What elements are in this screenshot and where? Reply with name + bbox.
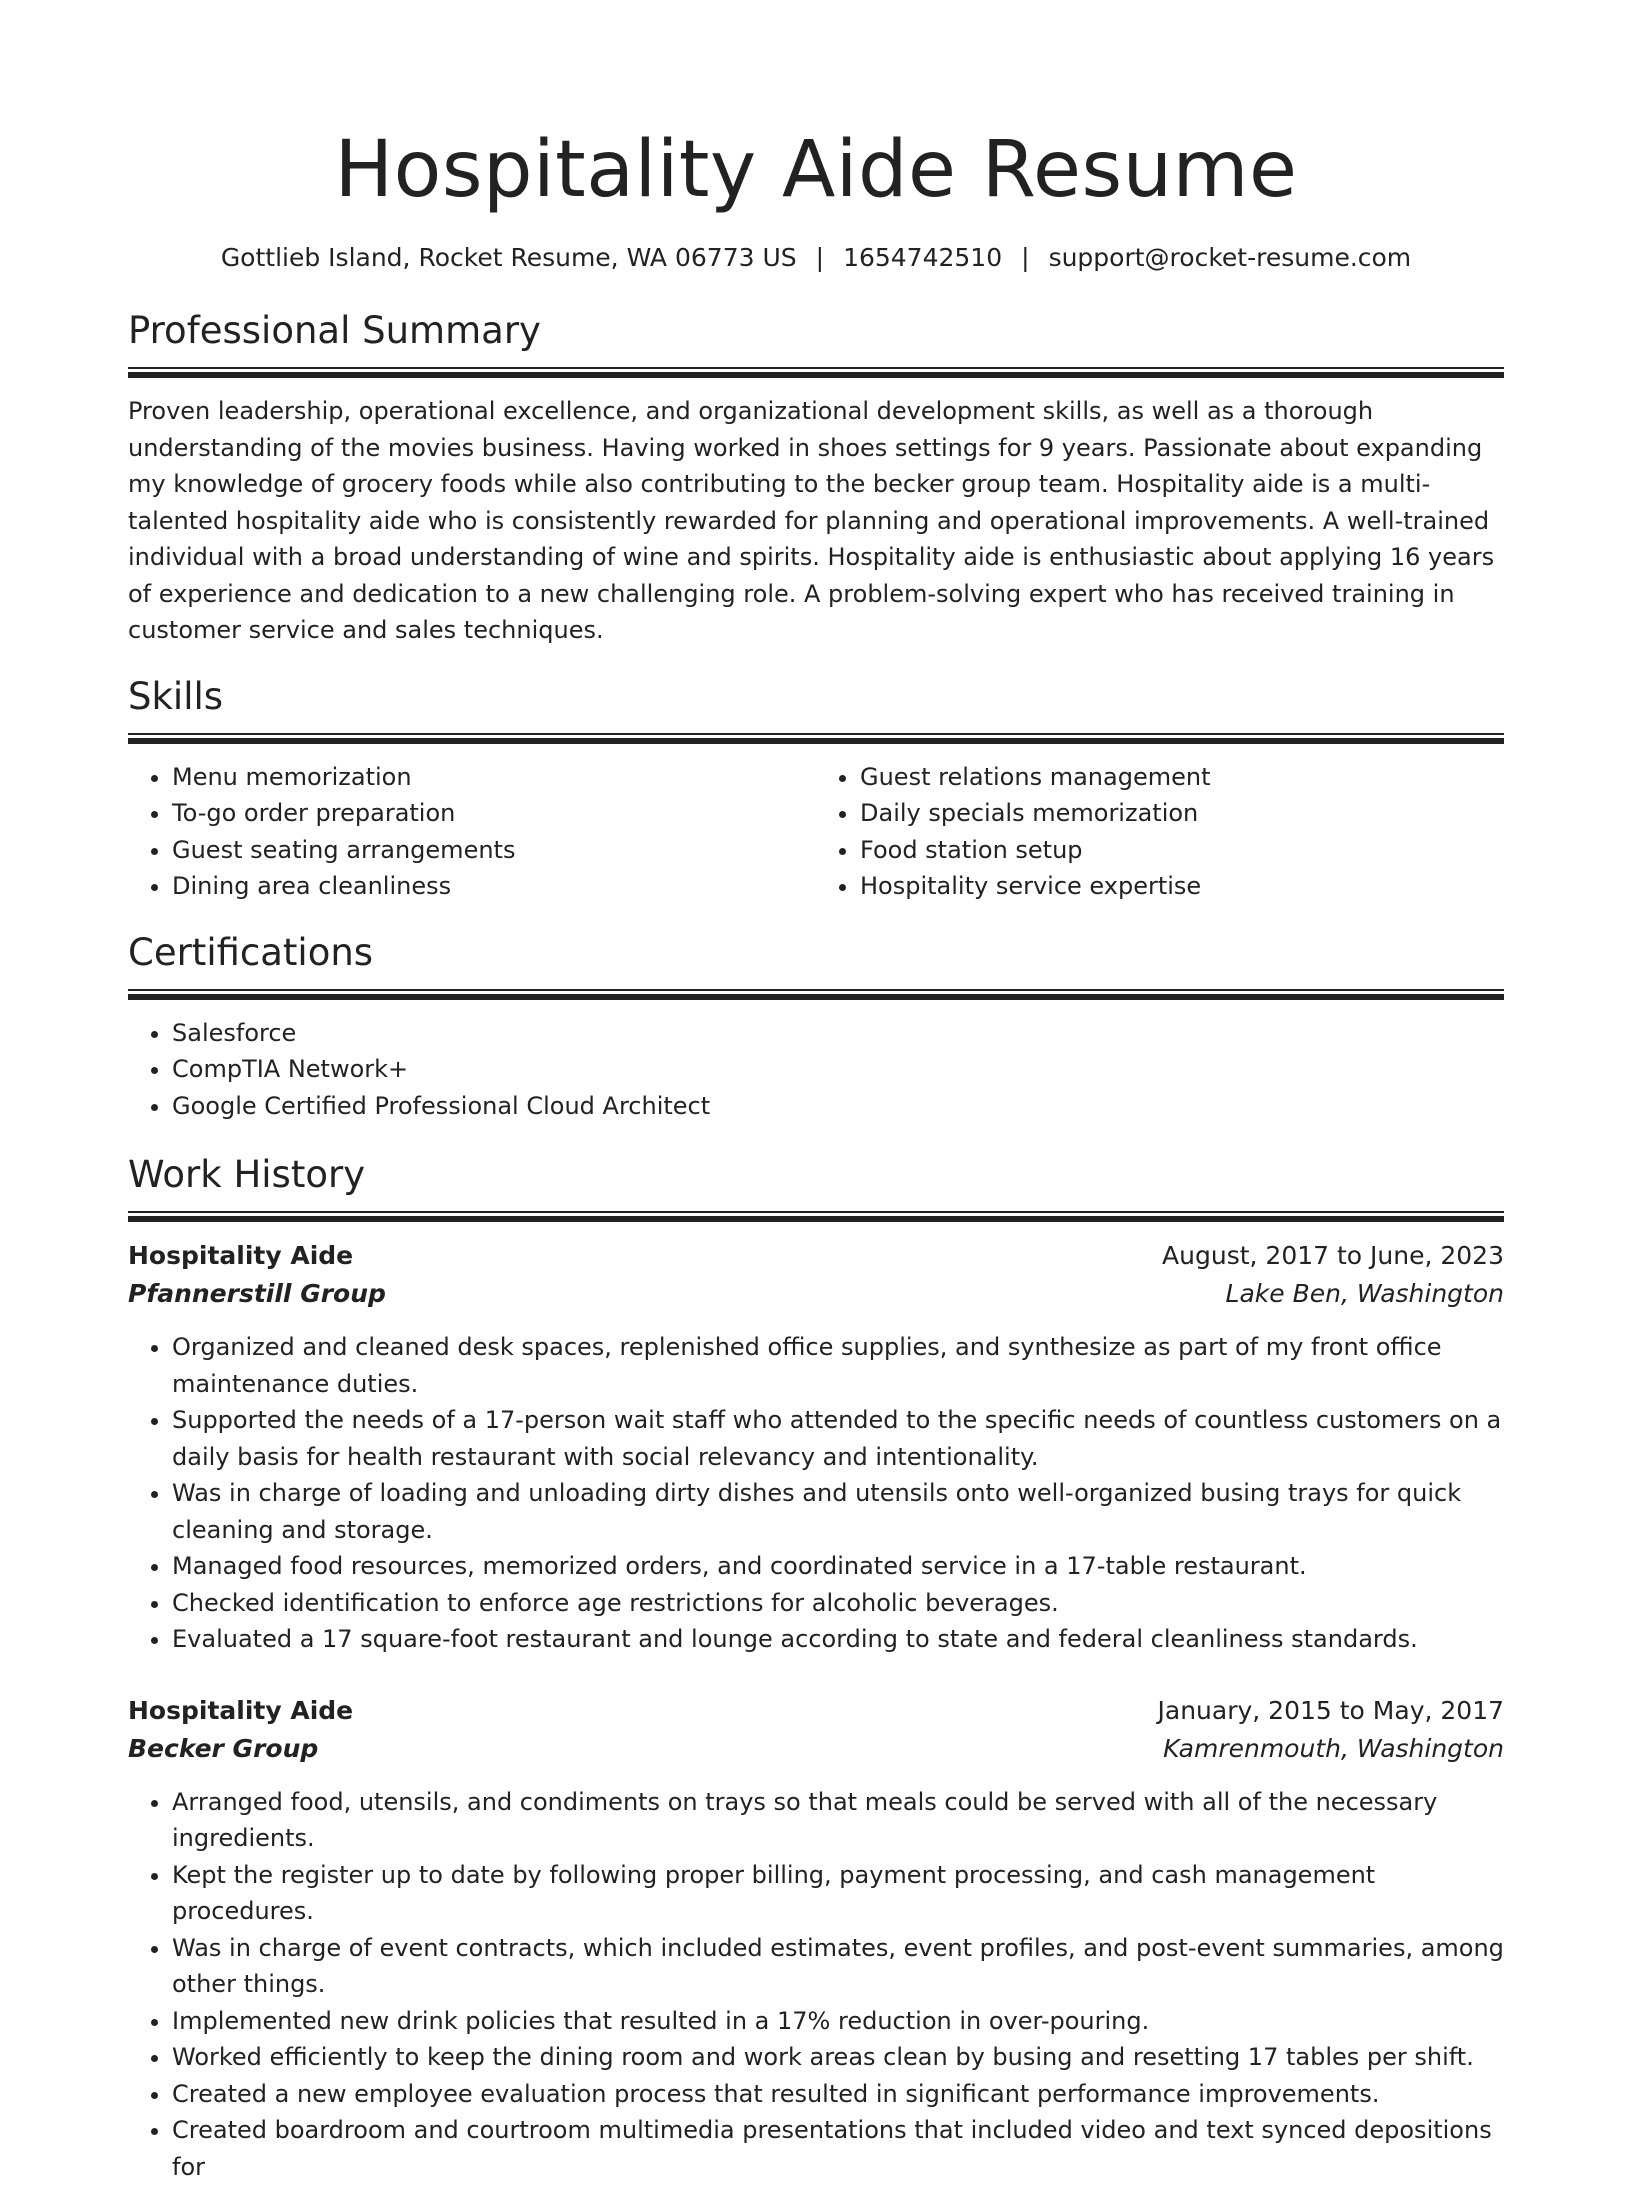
job-bullet: • Was in charge of loading and unloading dirty dishes and utensils onto well-organized busing trays for quick cleaning and storage. [172,1475,1504,1548]
skills-section [128,675,1504,905]
job-header [128,1692,1504,1730]
job-bullet: • Organized and cleaned desk spaces, replenished office supplies, and synthesize as part of my front office maintenance duties. [172,1329,1504,1402]
contact-separator: | [797,243,843,272]
job-title: Hospitality Aide [128,1237,353,1275]
job-bullet: • Supported the needs of a 17-person wait staff who attended to the specific needs of countless customers on a daily basis for health restaurant with social relevancy and intentionality. [172,1402,1504,1475]
certification-item: • Google Certified Professional Cloud Architect [172,1088,1504,1125]
job-title: Hospitality Aide [128,1692,353,1730]
certification-item: • Salesforce [172,1015,1504,1052]
section-divider [128,733,1504,744]
job-bullet: • Kept the register up to date by following proper billing, payment processing, and cash management procedures. [172,1857,1504,1930]
job-dates: August, 2017 to June, 2023 [1162,1237,1504,1275]
job-bullet: • Implemented new drink policies that resulted in a 17% reduction in over-pouring. [172,2003,1504,2040]
job-bullets [128,1784,1504,2185]
job-bullets [128,1329,1504,1658]
contact-email[interactable]: support@rocket-resume.com [1049,243,1412,272]
job-subheader [128,1275,1504,1313]
job-header [128,1237,1504,1275]
job-location: Kamrenmouth, Washington [1163,1730,1504,1768]
section-heading-work-history: Work History [128,1153,1504,1197]
contact-line [128,242,1504,274]
certification-item: • CompTIA Network+ [172,1051,1504,1088]
skills-grid [128,759,1504,905]
job-entry [128,1692,1504,2185]
skill-item: • Menu memorization [172,759,816,796]
summary-section [128,309,1504,649]
job-bullet: • Checked identification to enforce age restrictions for alcoholic beverages. [172,1585,1504,1622]
section-heading-certifications: Certifications [128,931,1504,975]
job-location: Lake Ben, Washington [1226,1275,1504,1313]
section-divider [128,1211,1504,1222]
job-bullet: • Evaluated a 17 square-foot restaurant and lounge according to state and federal cleanliness standards. [172,1621,1504,1658]
job-bullet: • Was in charge of event contracts, which included estimates, event profiles, and post-event summaries, among other things. [172,1930,1504,2003]
contact-separator: | [1002,243,1048,272]
job-company: Pfannerstill Group [128,1275,386,1313]
skill-item: • To-go order preparation [172,795,816,832]
skill-item: • Guest seating arrangements [172,832,816,869]
job-dates: January, 2015 to May, 2017 [1158,1692,1504,1730]
certifications-section [128,931,1504,1125]
job-subheader [128,1730,1504,1768]
skills-list-right [816,759,1504,905]
contact-address: Gottlieb Island, Rocket Resume, WA 06773 US [221,243,797,272]
skill-item: • Daily specials memorization [860,795,1504,832]
job-bullet: • Worked efficiently to keep the dining room and work areas clean by busing and resetting 17 tables per shift. [172,2039,1504,2076]
job-bullet: • Created boardroom and courtroom multimedia presentations that included video and text synced depositions for [172,2112,1504,2185]
job-company: Becker Group [128,1730,318,1768]
job-entry [128,1237,1504,1658]
certifications-list [128,1015,1504,1125]
section-divider [128,989,1504,1000]
resume-title: Hospitality Aide Resume [128,0,1504,218]
job-bullet: • Created a new employee evaluation process that resulted in significant performance improvements. [172,2076,1504,2113]
skill-item: • Food station setup [860,832,1504,869]
section-heading-summary: Professional Summary [128,309,1504,353]
contact-phone: 1654742510 [843,243,1002,272]
summary-text: Proven leadership, operational excellence, and organizational development skills, as well as a thorough understanding of the movies business. Having worked in shoes settings for 9 years. Passionate about expanding my knowledge of grocery foods while also contributing to the becker group team. Hospitality aide is a multi-talented hospitality aide who is consistently rewarded for planning and operational improvements. A well-trained individual with a broad understanding of wine and spirits. Hospitality aide is enthusiastic about applying 16 years of experience and dedication to a new challenging role. A problem-solving expert who has received training in customer service and sales techniques. [128,393,1504,649]
section-divider [128,367,1504,378]
skill-item: • Dining area cleanliness [172,868,816,905]
skills-list-left [128,759,816,905]
job-bullet: • Arranged food, utensils, and condiments on trays so that meals could be served with all of the necessary ingredients. [172,1784,1504,1857]
skill-item: • Hospitality service expertise [860,868,1504,905]
job-bullet: • Managed food resources, memorized orders, and coordinated service in a 17-table restaurant. [172,1548,1504,1585]
skill-item: • Guest relations management [860,759,1504,796]
section-heading-skills: Skills [128,675,1504,719]
work-history-section [128,1153,1504,2185]
